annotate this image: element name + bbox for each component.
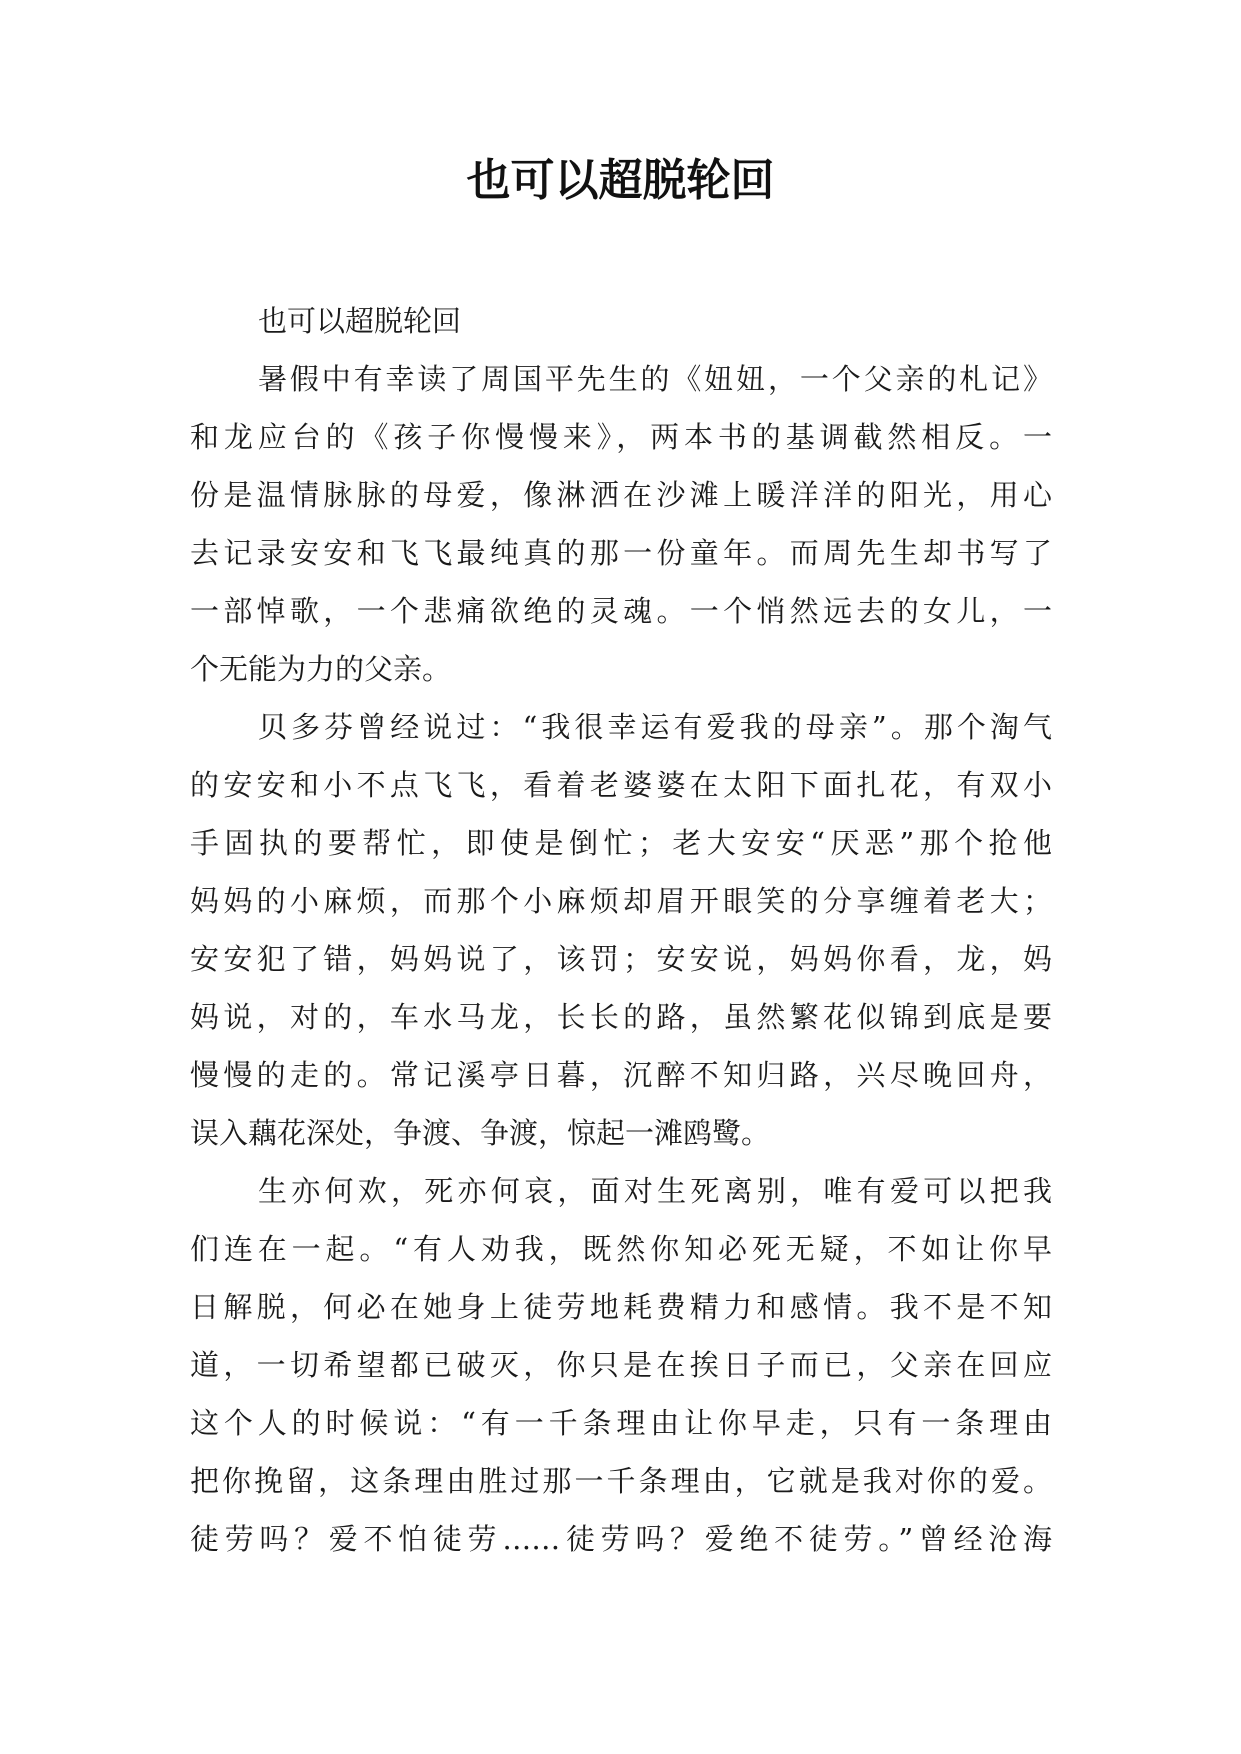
text-line: 生亦何欢，死亦何哀，面对生死离别，唯有爱可以把我 <box>258 1174 1052 1208</box>
text-line: 妈妈的小麻烦，而那个小麻烦却眉开眼笑的分享缠着老大； <box>190 884 1052 918</box>
text-line: 和龙应台的《孩子你慢慢来》，两本书的基调截然相反。一 <box>190 420 1052 454</box>
text-line: 贝多芬曾经说过：“我很幸运有爱我的母亲”。那个淘气 <box>258 710 1052 744</box>
text-line: 也可以超脱轮回 <box>258 304 462 338</box>
document-title: 也可以超脱轮回 <box>466 155 775 206</box>
text-line: 个无能为力的父亲。 <box>190 652 452 686</box>
text-line: 妈说，对的，车水马龙，长长的路，虽然繁花似锦到底是要 <box>190 1000 1052 1034</box>
text-line: 把你挽留，这条理由胜过那一千条理由，它就是我对你的爱。 <box>190 1464 1052 1498</box>
text-line: 徒劳吗？爱不怕徒劳……徒劳吗？爱绝不徒劳。”曾经沧海 <box>190 1522 1052 1556</box>
text-line: 份是温情脉脉的母爱，像淋洒在沙滩上暖洋洋的阳光，用心 <box>190 478 1052 512</box>
text-line: 手固执的要帮忙，即使是倒忙；老大安安“厌恶”那个抢他 <box>190 826 1052 860</box>
text-line: 慢慢的走的。常记溪亭日暮，沉醉不知归路，兴尽晚回舟， <box>190 1058 1052 1092</box>
text-line: 去记录安安和飞飞最纯真的那一份童年。而周先生却书写了 <box>190 536 1052 570</box>
text-line: 日解脱，何必在她身上徒劳地耗费精力和感情。我不是不知 <box>190 1290 1052 1324</box>
text-line: 们连在一起。“有人劝我，既然你知必死无疑，不如让你早 <box>190 1232 1052 1266</box>
text-line: 暑假中有幸读了周国平先生的《妞妞，一个父亲的札记》 <box>258 362 1052 396</box>
text-line: 安安犯了错，妈妈说了，该罚；安安说，妈妈你看，龙，妈 <box>190 942 1052 976</box>
text-line: 道，一切希望都已破灭，你只是在挨日子而已，父亲在回应 <box>190 1348 1052 1382</box>
text-line: 这个人的时候说：“有一千条理由让你早走，只有一条理由 <box>190 1406 1052 1440</box>
text-line: 误入藕花深处，争渡、争渡，惊起一滩鸥鹭。 <box>190 1116 771 1150</box>
document-body <box>190 292 1052 1568</box>
text-line: 的安安和小不点飞飞，看着老婆婆在太阳下面扎花，有双小 <box>190 768 1052 802</box>
text-line: 一部悼歌，一个悲痛欲绝的灵魂。一个悄然远去的女儿，一 <box>190 594 1052 628</box>
